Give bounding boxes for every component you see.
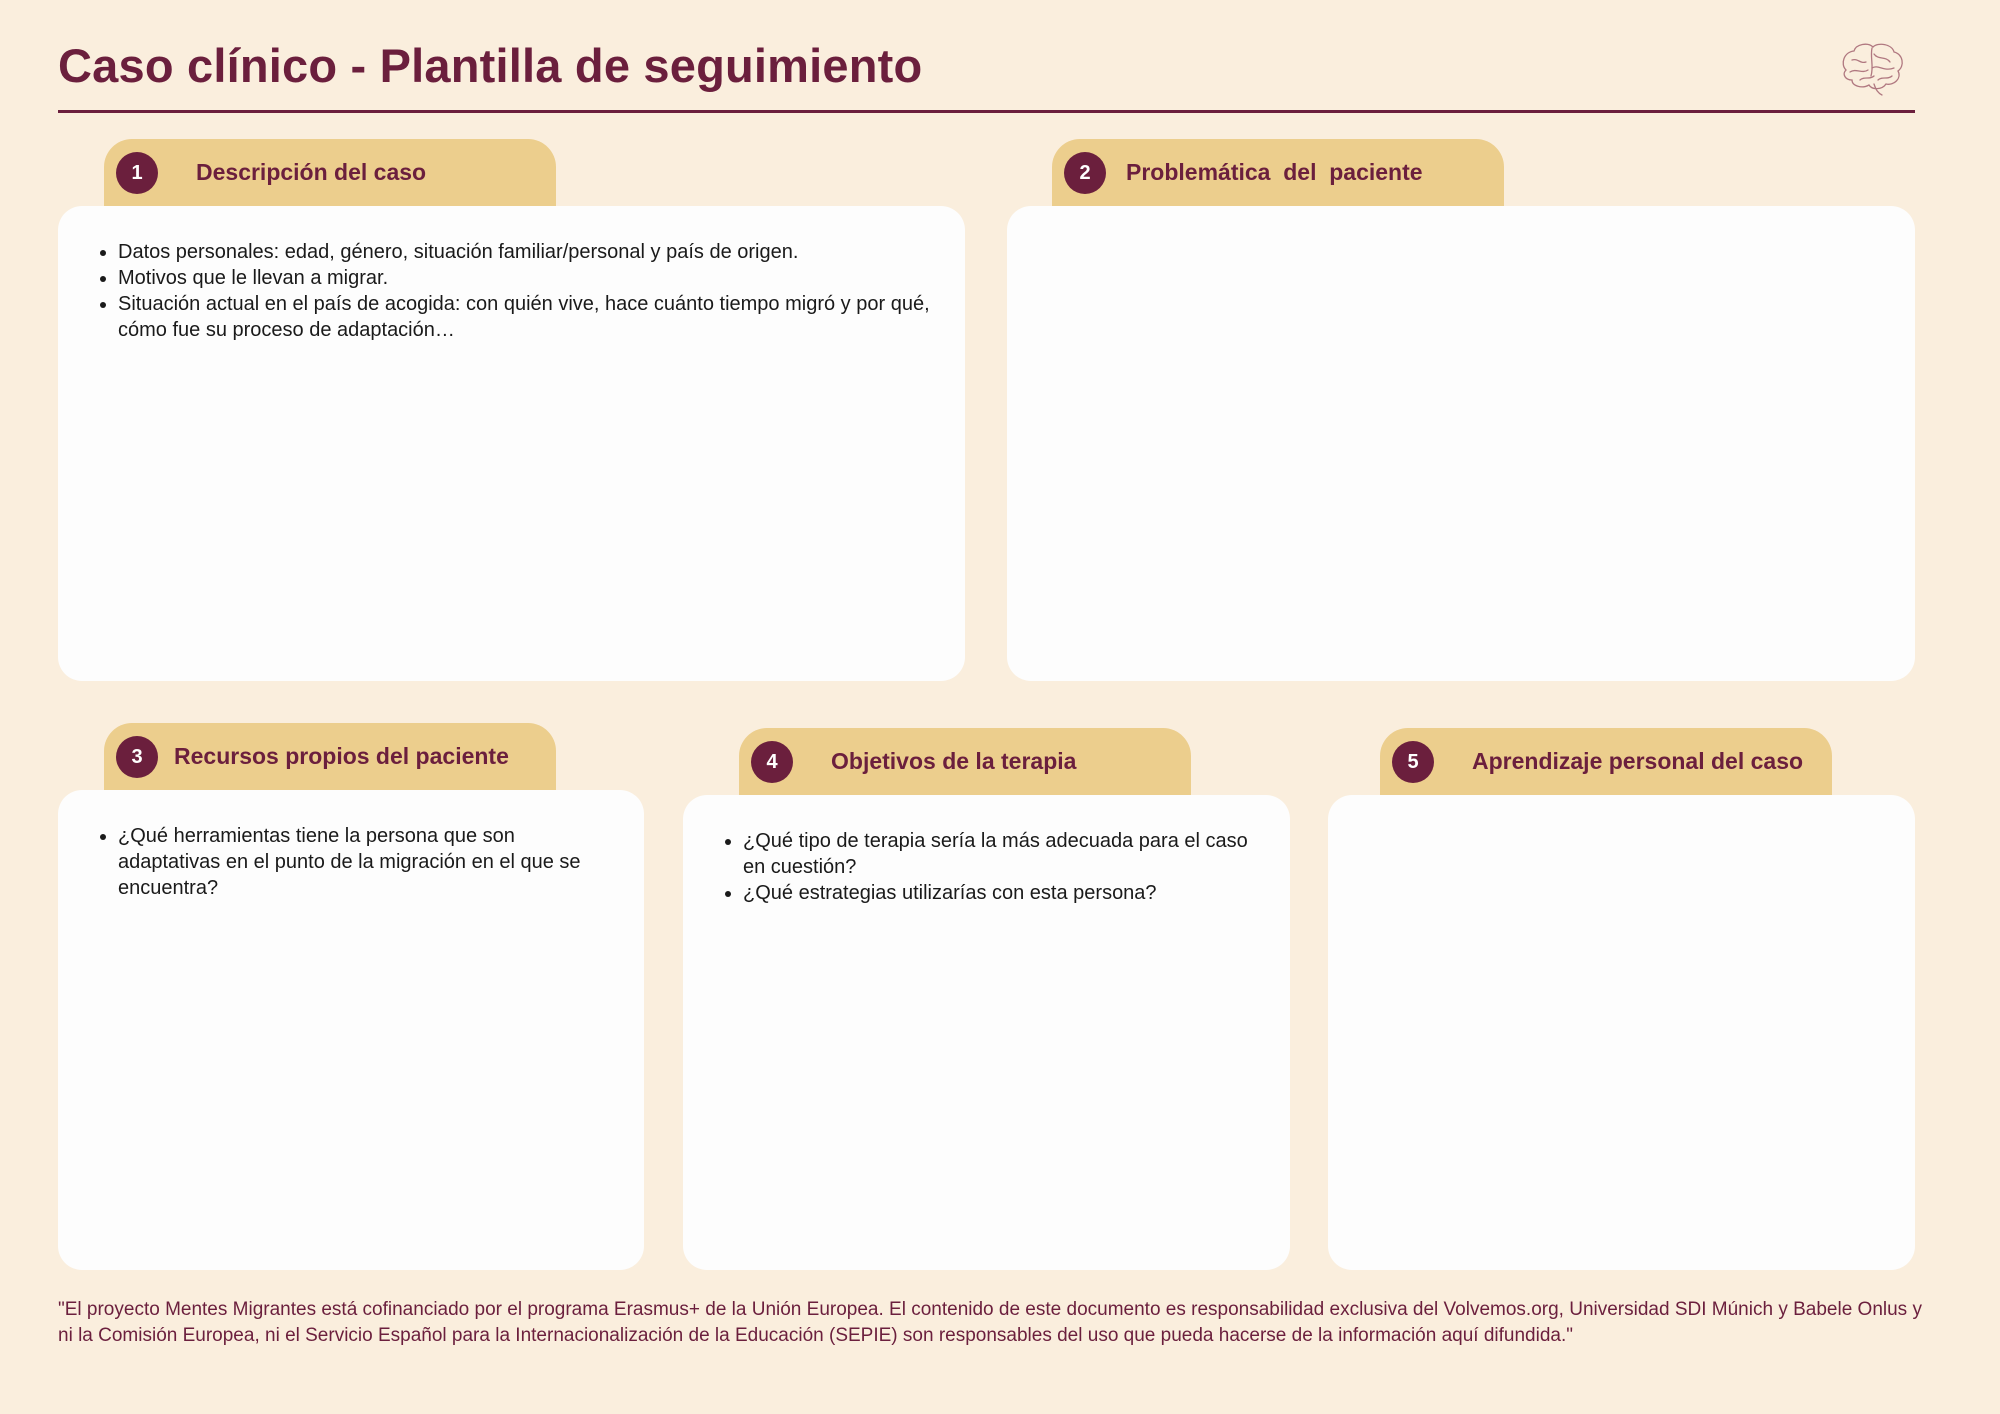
section-4-header bbox=[739, 728, 1191, 796]
section-5-title: Aprendizaje personal del caso bbox=[1472, 748, 1804, 774]
page-title: Caso clínico - Plantilla de seguimiento bbox=[58, 39, 923, 92]
section-4-list bbox=[683, 828, 1290, 906]
section-4-number: 4 bbox=[751, 741, 793, 783]
section-1-number: 1 bbox=[116, 152, 158, 194]
section-1-item: • Datos personales: edad, género, situación familiar/personal y país de origen. bbox=[118, 239, 965, 265]
section-1-item: • Situación actual en el país de acogida: con quién vive, hace cuánto tiempo migró y por qué, cómo fue su proceso de adaptación… bbox=[118, 291, 965, 343]
section-4-item: • ¿Qué estrategias utilizarías con esta persona? bbox=[743, 880, 1260, 906]
section-1-title: Descripción del caso bbox=[196, 159, 427, 185]
section-5-header bbox=[1380, 728, 1832, 796]
section-4-title: Objetivos de la terapia bbox=[831, 748, 1077, 774]
section-3-number: 3 bbox=[116, 736, 158, 778]
section-3-card[interactable] bbox=[58, 790, 644, 1270]
section-4-item: • ¿Qué tipo de terapia sería la más adecuada para el caso en cuestión? bbox=[743, 828, 1260, 880]
brain-icon bbox=[1838, 40, 1906, 96]
section-2-card[interactable] bbox=[1007, 206, 1915, 681]
section-3-title: Recursos propios del paciente bbox=[174, 743, 509, 769]
title-divider bbox=[58, 110, 1915, 113]
section-5-card[interactable] bbox=[1328, 795, 1915, 1270]
section-3-header bbox=[104, 723, 556, 791]
section-3-list bbox=[58, 823, 644, 901]
section-1-header bbox=[104, 139, 556, 207]
section-4-card[interactable] bbox=[683, 795, 1290, 1270]
section-2-header bbox=[1052, 139, 1504, 207]
section-3-item: • ¿Qué herramientas tiene la persona que son adaptativas en el punto de la migración en el que se encuentra? bbox=[118, 823, 614, 901]
funding-disclaimer: "El proyecto Mentes Migrantes está cofinanciado por el programa Erasmus+ de la Unión Europea. El contenido de este documento es responsabilidad exclusiva del Volvemos.org, Universidad SDI Múnich y Babele Onlus y ni la Comisión Europea, ni el Servicio Español para la Internacionalización de la Educación (SEPIE) son responsables del uso que pueda hacerse de la información aquí difundida." bbox=[58, 1299, 1922, 1346]
section-2-number: 2 bbox=[1064, 152, 1106, 194]
section-1-card[interactable] bbox=[58, 206, 965, 681]
section-5-number: 5 bbox=[1392, 741, 1434, 783]
section-2-title: Problemática del paciente bbox=[1126, 159, 1423, 185]
section-1-list bbox=[58, 239, 965, 343]
section-1-item: • Motivos que le llevan a migrar. bbox=[118, 265, 965, 291]
